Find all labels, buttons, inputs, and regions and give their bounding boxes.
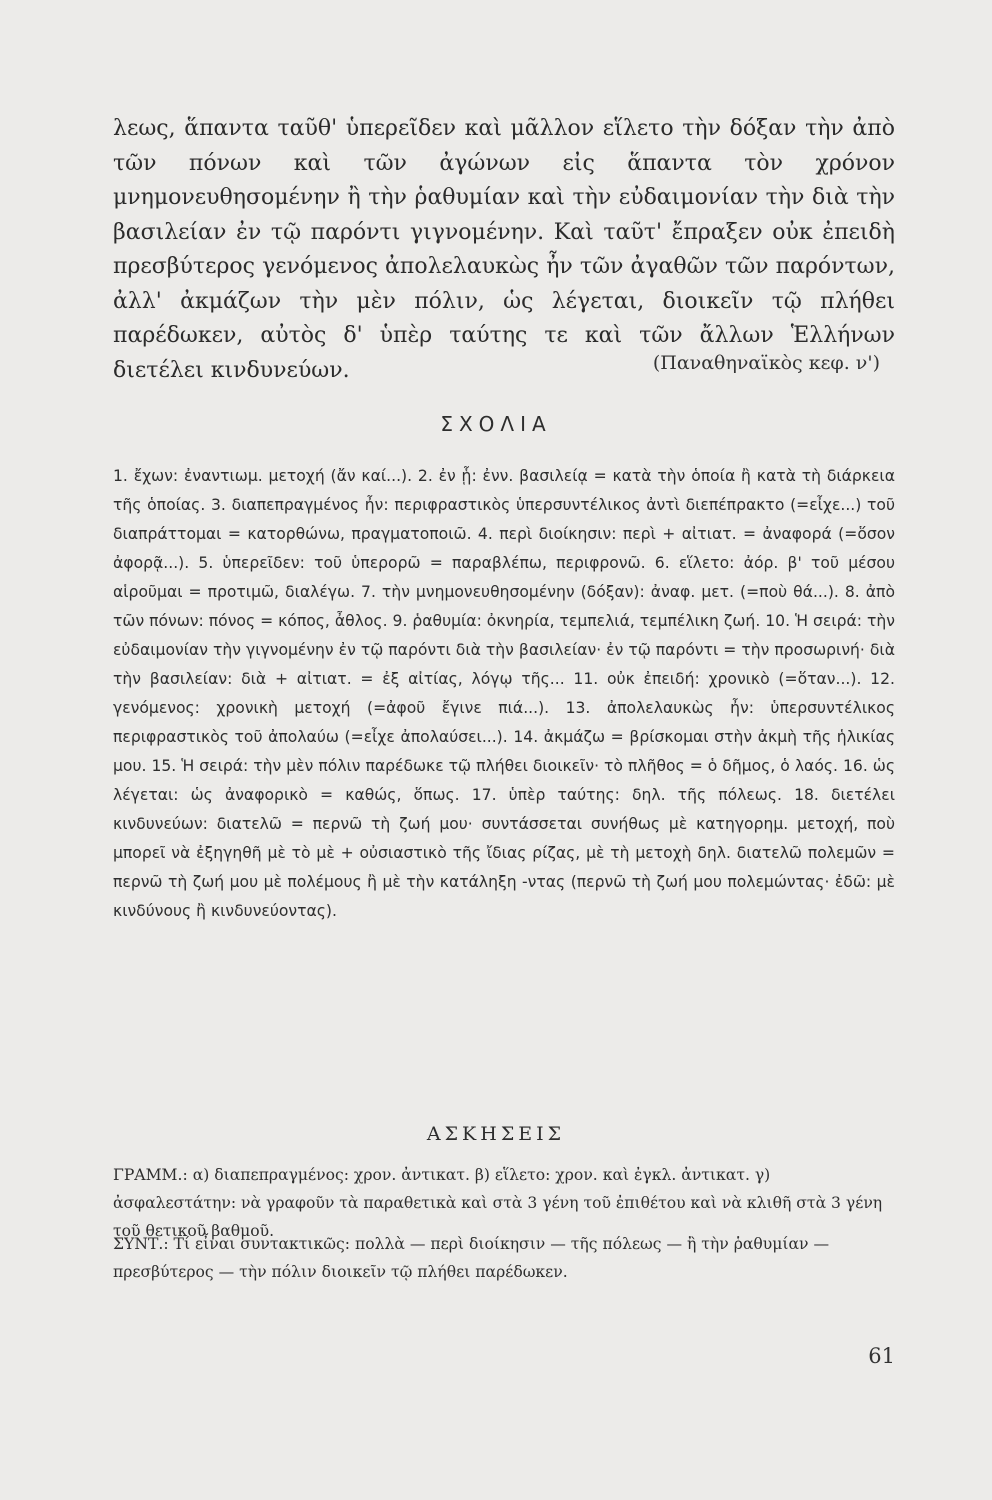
scholia-notes-text: 1. ἔχων: ἐναντιωμ. μετοχή (ἄν καί...). 2. ἐν ᾗ: ἐνν. βασιλείᾳ = κατὰ τὴν ὁποία ἢ κατὰ τὴ διάρκεια τῆς ὁποίας. 3. διαπεπραγμένος ἦν: περιφραστικὸς ὑπερσυντέλικος ἀντὶ διεπέπρακτο (=εἶχε...) τοῦ διαπράττομαι = κατορθώνω, πραγματοποιῶ. 4. περὶ διοίκησιν: περὶ + αἰτιατ. = ἀναφορά (=ὅσον ἀφορᾷ...). 5. ὑπερεῖδεν: τοῦ ὑπερορῶ = παραβλέπω, περιφρονῶ. 6. εἵλετο: ἀόρ. β' τοῦ μέσου αἱροῦμαι = προτιμῶ, διαλέγω. 7. τὴν μνημονευθησομένην (δόξαν): ἀναφ. μετ. (=ποὺ θά...). 8. ἀπὸ τῶν πόνων: πόνος = κόπος, ἆθλος. 9. ῥαθυμία: ὀκνηρία, τεμπελιά, τεμπέλικη ζωή. 10. Ἡ σειρά: τὴν εὐδαιμονίαν τὴν γιγνομένην ἐν τῷ παρόντι διὰ τὴν βασιλείαν· ἐν τῷ παρόντι = τὴν προσωρινή· διὰ τὴν βασιλείαν: διὰ + αἰτιατ. = ἐξ αἰτίας, λόγῳ τῆς... 11. οὐκ ἐπειδή: χρονικὸ (=ὅταν...). 12. γενόμενος: χρονικὴ μετοχή (=ἀφοῦ ἔγινε πιά...). 13. ἀπολελαυκὼς ἦν: ὑπερσυντέλικος περιφραστικὸς τοῦ ἀπολαύω (=εἶχε ἀπολαύσει...). 14. ἀκμάζω = βρίσκομαι στὴν ἀκμὴ τῆς ἡλικίας μου. 15. Ἡ σειρά: τὴν μὲν πόλιν παρέδωκε τῷ πλήθει διοικεῖν· τὸ πλῆθος = ὁ δῆμος, ὁ λαός. 16. ὡς λέγεται: ὡς ἀναφορικὸ = καθώς, ὅπως. 17. ὑπὲρ ταύτης: δηλ. τῆς πόλεως. 18. διετέλει κινδυνεύων: διατελῶ = περνῶ τὴ ζωή μου· συντάσσεται συνήθως μὲ κατηγορημ. μετοχή, ποὺ μπορεῖ νὰ ἐξηγηθῆ μὲ τὸ μὲ + οὐσιαστικὸ τῆς ἴδιας ρίζας, μὲ τὴ μετοχὴ δηλ. διατελῶ πολεμῶν = περνῶ τὴ ζωή μου μὲ πολέμους ἢ μὲ τὴν κατάληξη -ντας (περνῶ τὴ ζωή μου πολεμώντας· ἐδῶ: μὲ κινδύνους ἢ κινδυνεύοντας). [113,467,895,920]
grammar-label: ΓΡΑΜΜ.: [113,1166,188,1184]
syntax-label: ΣΥΝΤ.: [113,1235,169,1253]
scholia-heading: ΣΧΟΛΙΑ [440,412,552,436]
passage-reference: (Παναθηναϊκὸς κεφ. ν') [652,352,880,374]
grammar-exercise-text: α) διαπεπραγμένος: χρον. ἀντικατ. β) εἵλετο: χρον. καὶ ἐγκλ. ἀντικατ. γ) ἀσφαλεστάτην: νὰ γραφοῦν τὰ παραθετικὰ καὶ στὰ 3 γένη τοῦ ἐπιθέτου καὶ νὰ κλιθῆ στὰ 3 γένη τοῦ θετικοῦ βαθμοῦ. [113,1166,883,1240]
scholia-notes [113,462,895,926]
syntax-exercise [113,1230,895,1286]
main-passage-text: λεως, ἅπαντα ταῦθ' ὑπερεῖδεν καὶ μᾶλλον εἵλετο τὴν δόξαν τὴν ἀπὸ τῶν πόνων καὶ τῶν ἀγώνων εἰς ἅπαντα τὸν χρόνον μνημονευθησομένην ἢ τὴν ῥαθυμίαν καὶ τὴν εὐδαιμονίαν τὴν διὰ τὴν βασιλείαν ἐν τῷ παρόντι γιγνομένην. Καὶ ταῦτ' ἔπραξεν οὐκ ἐπειδὴ πρεσβύτερος γενόμενος ἀπολελαυκὼς ἦν τῶν ἀγαθῶν τῶν παρόντων, ἀλλ' ἀκμάζων τὴν μὲν πόλιν, ὡς λέγεται, διοικεῖν τῷ πλήθει παρέδωκεν, αὐτὸς δ' ὑπὲρ ταύτης τε καὶ τῶν ἄλλων Ἑλλήνων διετέλει κινδυνεύων. [113,116,895,383]
main-passage [113,112,895,388]
syntax-exercise-text: Τί εἶναι συντακτικῶς: πολλὰ — περὶ διοίκησιν — τῆς πόλεως — ἢ τὴν ῥαθυμίαν — πρεσβύτερος — τὴν πόλιν διοικεῖν τῷ πλήθει παρέδωκεν. [113,1235,830,1281]
page-number: 61 [868,1344,895,1368]
exercises-heading: ΑΣΚΗΣΕΙΣ [426,1123,566,1145]
